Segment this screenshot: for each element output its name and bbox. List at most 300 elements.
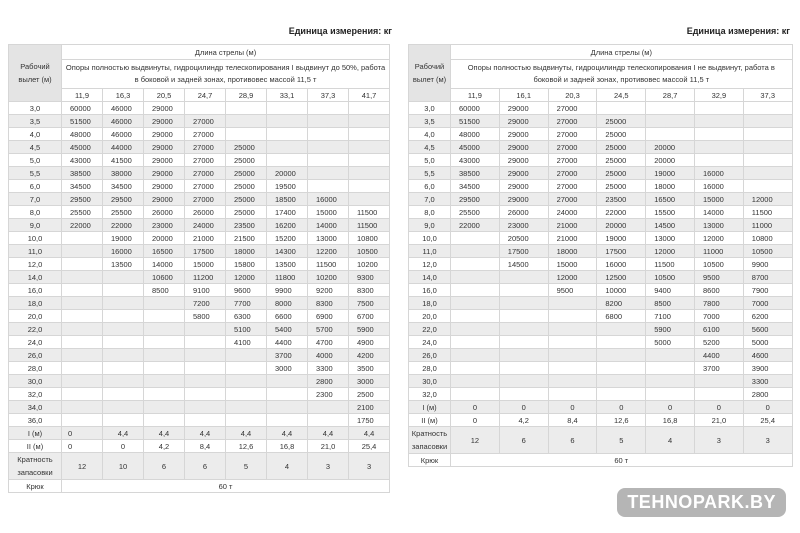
boom-length-cell: 11,9: [62, 89, 103, 102]
capacity-cell: 27000: [185, 141, 226, 154]
capacity-cell: [185, 414, 226, 427]
boom-length-cell: 16,1: [499, 89, 548, 102]
capacity-cell: 10600: [144, 271, 185, 284]
capacity-cell: 27000: [185, 128, 226, 141]
capacity-cell: [308, 128, 349, 141]
radius-cell: 4,0: [409, 128, 451, 141]
capacity-cell: 38000: [103, 167, 144, 180]
capacity-cell: [743, 128, 792, 141]
table-row: [9, 167, 390, 180]
capacity-cell: [144, 414, 185, 427]
boom-length-cell: 32,9: [694, 89, 743, 102]
capacity-cell: [62, 388, 103, 401]
table-row: [409, 349, 793, 362]
capacity-cell: 27000: [185, 167, 226, 180]
table-row: [409, 154, 793, 167]
capacity-cell: 23000: [144, 219, 185, 232]
capacity-cell: [308, 180, 349, 193]
section-value: 0: [103, 440, 144, 453]
capacity-cell: 10500: [646, 271, 695, 284]
capacity-cell: [499, 336, 548, 349]
capacity-cell: 16500: [144, 245, 185, 258]
capacity-cell: [451, 362, 500, 375]
capacity-cell: 45000: [451, 141, 500, 154]
table-row: [409, 193, 793, 206]
capacity-cell: 2800: [308, 375, 349, 388]
capacity-cell: [103, 297, 144, 310]
capacity-cell: 14300: [267, 245, 308, 258]
capacity-cell: [144, 375, 185, 388]
capacity-cell: 34500: [103, 180, 144, 193]
radius-cell: 22,0: [9, 323, 62, 336]
capacity-cell: [349, 128, 390, 141]
capacity-cell: 22000: [103, 219, 144, 232]
radius-cell: 12,0: [9, 258, 62, 271]
capacity-cell: 15800: [226, 258, 267, 271]
capacity-cell: [694, 102, 743, 115]
capacity-cell: 16000: [597, 258, 646, 271]
capacity-cell: 7700: [226, 297, 267, 310]
capacity-cell: [646, 115, 695, 128]
table-row: [409, 167, 793, 180]
capacity-cell: [185, 323, 226, 336]
capacity-cell: 45000: [62, 141, 103, 154]
capacity-cell: [646, 128, 695, 141]
capacity-cell: 25500: [103, 206, 144, 219]
section-value: 4,4: [144, 427, 185, 440]
radius-cell: 7,0: [9, 193, 62, 206]
capacity-cell: [62, 297, 103, 310]
radius-cell: 16,0: [9, 284, 62, 297]
capacity-cell: [144, 401, 185, 414]
capacity-cell: 6600: [267, 310, 308, 323]
radius-cell: 24,0: [9, 336, 62, 349]
table-row: [9, 401, 390, 414]
capacity-cell: 12000: [694, 232, 743, 245]
radius-cell: 36,0: [9, 414, 62, 427]
reeving-label: Кратность запасовки: [409, 427, 451, 454]
table-row: [9, 115, 390, 128]
section-value: 0: [62, 440, 103, 453]
capacity-cell: [267, 128, 308, 141]
capacity-cell: 9300: [349, 271, 390, 284]
section-value: 4,4: [185, 427, 226, 440]
hook-row: [409, 454, 793, 467]
capacity-cell: [103, 414, 144, 427]
capacity-cell: 29000: [499, 141, 548, 154]
capacity-cell: [103, 310, 144, 323]
capacity-cell: 14000: [308, 219, 349, 232]
radius-cell: 14,0: [9, 271, 62, 284]
capacity-cell: 29000: [499, 193, 548, 206]
capacity-cell: [451, 375, 500, 388]
capacity-cell: 20000: [597, 219, 646, 232]
reeving-value: 4: [267, 453, 308, 480]
section-value: 16,8: [267, 440, 308, 453]
header-row: [9, 45, 390, 60]
capacity-cell: 18000: [548, 245, 597, 258]
radius-cell: 18,0: [9, 297, 62, 310]
radius-cell: 3,5: [9, 115, 62, 128]
capacity-cell: 3000: [349, 375, 390, 388]
capacity-cell: 6700: [349, 310, 390, 323]
capacity-cell: 7100: [646, 310, 695, 323]
capacity-cell: [451, 323, 500, 336]
capacity-cell: 27000: [548, 115, 597, 128]
capacity-cell: 25500: [62, 206, 103, 219]
capacity-cell: 5700: [308, 323, 349, 336]
capacity-cell: [646, 102, 695, 115]
capacity-cell: 25000: [597, 180, 646, 193]
capacity-cell: 13000: [646, 232, 695, 245]
hook-label: Крюк: [409, 454, 451, 467]
section-row: [9, 440, 390, 453]
radius-cell: 6,0: [9, 180, 62, 193]
capacity-cell: 12000: [548, 271, 597, 284]
section-value: 4,4: [349, 427, 390, 440]
capacity-cell: 14000: [694, 206, 743, 219]
capacity-cell: 46000: [103, 115, 144, 128]
capacity-cell: 25000: [226, 167, 267, 180]
capacity-cell: [548, 310, 597, 323]
capacity-cell: 15000: [548, 258, 597, 271]
capacity-cell: [62, 258, 103, 271]
capacity-cell: [62, 271, 103, 284]
table-row: [409, 362, 793, 375]
capacity-cell: [499, 362, 548, 375]
capacity-cell: [597, 349, 646, 362]
capacity-cell: 60000: [62, 102, 103, 115]
boom-length-cell: 16,3: [103, 89, 144, 102]
hook-label: Крюк: [9, 480, 62, 493]
capacity-cell: [226, 414, 267, 427]
table-row: [9, 206, 390, 219]
capacity-cell: 12000: [743, 193, 792, 206]
capacity-cell: 8300: [308, 297, 349, 310]
capacity-cell: 7900: [743, 284, 792, 297]
radius-cell: 22,0: [409, 323, 451, 336]
reeving-value: 12: [451, 427, 500, 454]
reeving-value: 3: [308, 453, 349, 480]
capacity-cell: [646, 349, 695, 362]
section-value: 4,4: [103, 427, 144, 440]
capacity-cell: 18000: [646, 180, 695, 193]
capacity-cell: [185, 401, 226, 414]
capacity-cell: [62, 349, 103, 362]
boom-length-cell: 37,3: [743, 89, 792, 102]
table-row: [409, 141, 793, 154]
capacity-cell: 27000: [548, 141, 597, 154]
section-value: 0: [451, 401, 500, 414]
capacity-cell: 34500: [62, 180, 103, 193]
table-row: [9, 284, 390, 297]
capacity-cell: 20500: [499, 232, 548, 245]
capacity-cell: [349, 102, 390, 115]
capacity-cell: [548, 362, 597, 375]
capacity-cell: 25000: [597, 128, 646, 141]
capacity-cell: 46000: [103, 102, 144, 115]
capacity-cell: 29500: [451, 193, 500, 206]
capacity-cell: [103, 349, 144, 362]
reeving-value: 3: [349, 453, 390, 480]
section-value: 8,4: [548, 414, 597, 427]
capacity-cell: [144, 297, 185, 310]
table-row: [9, 180, 390, 193]
capacity-cell: [743, 141, 792, 154]
capacity-cell: 12500: [597, 271, 646, 284]
capacity-cell: [185, 375, 226, 388]
capacity-cell: 12000: [646, 245, 695, 258]
table-row: [409, 258, 793, 271]
section-value: 21,0: [308, 440, 349, 453]
capacity-cell: 29500: [62, 193, 103, 206]
capacity-cell: 38500: [62, 167, 103, 180]
section-value: 4,4: [308, 427, 349, 440]
table-row: [9, 193, 390, 206]
radius-cell: 20,0: [9, 310, 62, 323]
capacity-cell: [267, 141, 308, 154]
radius-cell: 32,0: [409, 388, 451, 401]
capacity-cell: 3700: [694, 362, 743, 375]
capacity-cell: 29000: [144, 167, 185, 180]
radius-cell: 5,5: [409, 167, 451, 180]
hook-value: 60 т: [451, 454, 793, 467]
capacity-cell: 4700: [308, 336, 349, 349]
capacity-cell: [548, 297, 597, 310]
configuration-text: Опоры полностью выдвинуты, гидроцилиндр телескопирования I не выдвинут, работа в боковой и задней зонах, противовес массой 11,5 т: [451, 60, 793, 89]
reeving-value: 6: [548, 427, 597, 454]
capacity-cell: [267, 375, 308, 388]
table-row: [9, 323, 390, 336]
capacity-cell: 11500: [743, 206, 792, 219]
radius-cell: 24,0: [409, 336, 451, 349]
section-value: 0: [646, 401, 695, 414]
capacity-cell: [597, 336, 646, 349]
capacity-cell: [226, 401, 267, 414]
capacity-cell: 27000: [548, 128, 597, 141]
capacity-cell: 2100: [349, 401, 390, 414]
capacity-cell: 25500: [451, 206, 500, 219]
capacity-cell: [267, 388, 308, 401]
capacity-cell: 3900: [743, 362, 792, 375]
table-row: [9, 375, 390, 388]
capacity-cell: 15200: [267, 232, 308, 245]
capacity-cell: [267, 115, 308, 128]
capacity-cell: 11500: [349, 206, 390, 219]
radius-cell: 26,0: [9, 349, 62, 362]
capacity-cell: 9200: [308, 284, 349, 297]
capacity-cell: 2300: [308, 388, 349, 401]
radius-header: Рабочий вылет (м): [9, 45, 62, 102]
capacity-cell: [226, 375, 267, 388]
radius-cell: 11,0: [9, 245, 62, 258]
capacity-cell: 24000: [185, 219, 226, 232]
table-row: [9, 310, 390, 323]
radius-cell: 5,5: [9, 167, 62, 180]
capacity-cell: 10000: [597, 284, 646, 297]
capacity-cell: [308, 115, 349, 128]
capacity-cell: [451, 271, 500, 284]
capacity-cell: [694, 154, 743, 167]
table-row: [409, 323, 793, 336]
capacity-cell: 27000: [185, 180, 226, 193]
boom-length-header: Длина стрелы (м): [451, 45, 793, 60]
capacity-cell: 11000: [743, 219, 792, 232]
radius-cell: 10,0: [409, 232, 451, 245]
capacity-cell: 22000: [451, 219, 500, 232]
capacity-cell: 8000: [267, 297, 308, 310]
boom-length-cell: 28,7: [646, 89, 695, 102]
table-row: [9, 271, 390, 284]
radius-cell: 5,0: [409, 154, 451, 167]
radius-cell: 12,0: [409, 258, 451, 271]
capacity-cell: [451, 388, 500, 401]
capacity-cell: 41500: [103, 154, 144, 167]
capacity-cell: [308, 141, 349, 154]
capacity-cell: [349, 154, 390, 167]
radius-cell: 26,0: [409, 349, 451, 362]
capacity-cell: [267, 401, 308, 414]
section-value: 4,2: [144, 440, 185, 453]
boom-length-header: Длина стрелы (м): [62, 45, 390, 60]
capacity-cell: 7200: [185, 297, 226, 310]
capacity-cell: 21000: [548, 219, 597, 232]
capacity-cell: [62, 414, 103, 427]
capacity-cell: 29000: [499, 167, 548, 180]
boom-length-cell: 41,7: [349, 89, 390, 102]
section-row: [9, 427, 390, 440]
capacity-cell: [226, 102, 267, 115]
capacity-cell: [62, 245, 103, 258]
capacity-cell: [103, 401, 144, 414]
capacity-cell: [103, 336, 144, 349]
capacity-cell: 8600: [694, 284, 743, 297]
capacity-cell: [499, 323, 548, 336]
capacity-cell: 8700: [743, 271, 792, 284]
capacity-cell: 7000: [694, 310, 743, 323]
capacity-cell: 9900: [267, 284, 308, 297]
capacity-cell: [451, 336, 500, 349]
capacity-cell: [548, 388, 597, 401]
section-value: 0: [62, 427, 103, 440]
capacity-cell: 27000: [185, 193, 226, 206]
capacity-cell: [548, 336, 597, 349]
capacity-cell: [646, 388, 695, 401]
capacity-cell: 11500: [646, 258, 695, 271]
unit-label-right: Единица измерения: кг: [686, 26, 790, 36]
capacity-cell: 29000: [144, 141, 185, 154]
table-row: [9, 297, 390, 310]
capacity-cell: [103, 271, 144, 284]
capacity-cell: 20000: [144, 232, 185, 245]
section-label: II (м): [409, 414, 451, 427]
section-value: 16,8: [646, 414, 695, 427]
capacity-cell: [499, 349, 548, 362]
capacity-cell: 17400: [267, 206, 308, 219]
load-chart-table-left: [8, 44, 390, 493]
capacity-cell: 23500: [226, 219, 267, 232]
boom-length-cell: 33,1: [267, 89, 308, 102]
capacity-cell: [548, 349, 597, 362]
capacity-cell: 51500: [62, 115, 103, 128]
capacity-cell: 5800: [185, 310, 226, 323]
capacity-cell: 16000: [694, 180, 743, 193]
capacity-cell: [694, 115, 743, 128]
capacity-cell: 26000: [499, 206, 548, 219]
capacity-cell: [451, 232, 500, 245]
capacity-cell: 25000: [597, 115, 646, 128]
capacity-cell: [499, 375, 548, 388]
radius-cell: 30,0: [409, 375, 451, 388]
section-value: 4,4: [267, 427, 308, 440]
capacity-cell: [499, 310, 548, 323]
capacity-cell: 25000: [226, 193, 267, 206]
table-row: [409, 115, 793, 128]
radius-cell: 9,0: [9, 219, 62, 232]
capacity-cell: 27000: [548, 167, 597, 180]
capacity-cell: 11000: [694, 245, 743, 258]
table-row: [9, 232, 390, 245]
capacity-cell: 60000: [451, 102, 500, 115]
radius-cell: 30,0: [9, 375, 62, 388]
capacity-cell: [308, 401, 349, 414]
section-value: 0: [694, 401, 743, 414]
capacity-cell: 5900: [349, 323, 390, 336]
capacity-cell: [185, 388, 226, 401]
capacity-cell: 7000: [743, 297, 792, 310]
capacity-cell: 29000: [144, 128, 185, 141]
capacity-cell: 11800: [267, 271, 308, 284]
capacity-cell: [597, 362, 646, 375]
capacity-cell: [185, 349, 226, 362]
capacity-cell: 2800: [743, 388, 792, 401]
capacity-cell: 27000: [185, 154, 226, 167]
capacity-cell: [226, 128, 267, 141]
capacity-cell: 7500: [349, 297, 390, 310]
capacity-cell: [694, 388, 743, 401]
capacity-cell: 3300: [743, 375, 792, 388]
radius-cell: 4,0: [9, 128, 62, 141]
unit-label-left: Единица измерения: кг: [288, 26, 392, 36]
radius-cell: 4,5: [9, 141, 62, 154]
capacity-cell: 18500: [267, 193, 308, 206]
capacity-cell: 11500: [308, 258, 349, 271]
boom-length-cell: 24,7: [185, 89, 226, 102]
capacity-cell: 29000: [144, 193, 185, 206]
radius-cell: 32,0: [9, 388, 62, 401]
capacity-cell: [597, 323, 646, 336]
section-value: 25,4: [743, 414, 792, 427]
capacity-cell: [308, 154, 349, 167]
capacity-cell: 8500: [144, 284, 185, 297]
capacity-cell: [349, 180, 390, 193]
table-row: [409, 271, 793, 284]
boom-length-row: [9, 89, 390, 102]
table-row: [409, 336, 793, 349]
capacity-cell: 4900: [349, 336, 390, 349]
capacity-cell: [694, 375, 743, 388]
capacity-cell: 29000: [144, 102, 185, 115]
radius-cell: 16,0: [409, 284, 451, 297]
capacity-cell: 21000: [548, 232, 597, 245]
capacity-cell: 16000: [694, 167, 743, 180]
capacity-cell: 3500: [349, 362, 390, 375]
section-value: 25,4: [349, 440, 390, 453]
capacity-cell: [451, 258, 500, 271]
capacity-cell: 10500: [349, 245, 390, 258]
reeving-value: 4: [646, 427, 695, 454]
capacity-cell: [499, 388, 548, 401]
